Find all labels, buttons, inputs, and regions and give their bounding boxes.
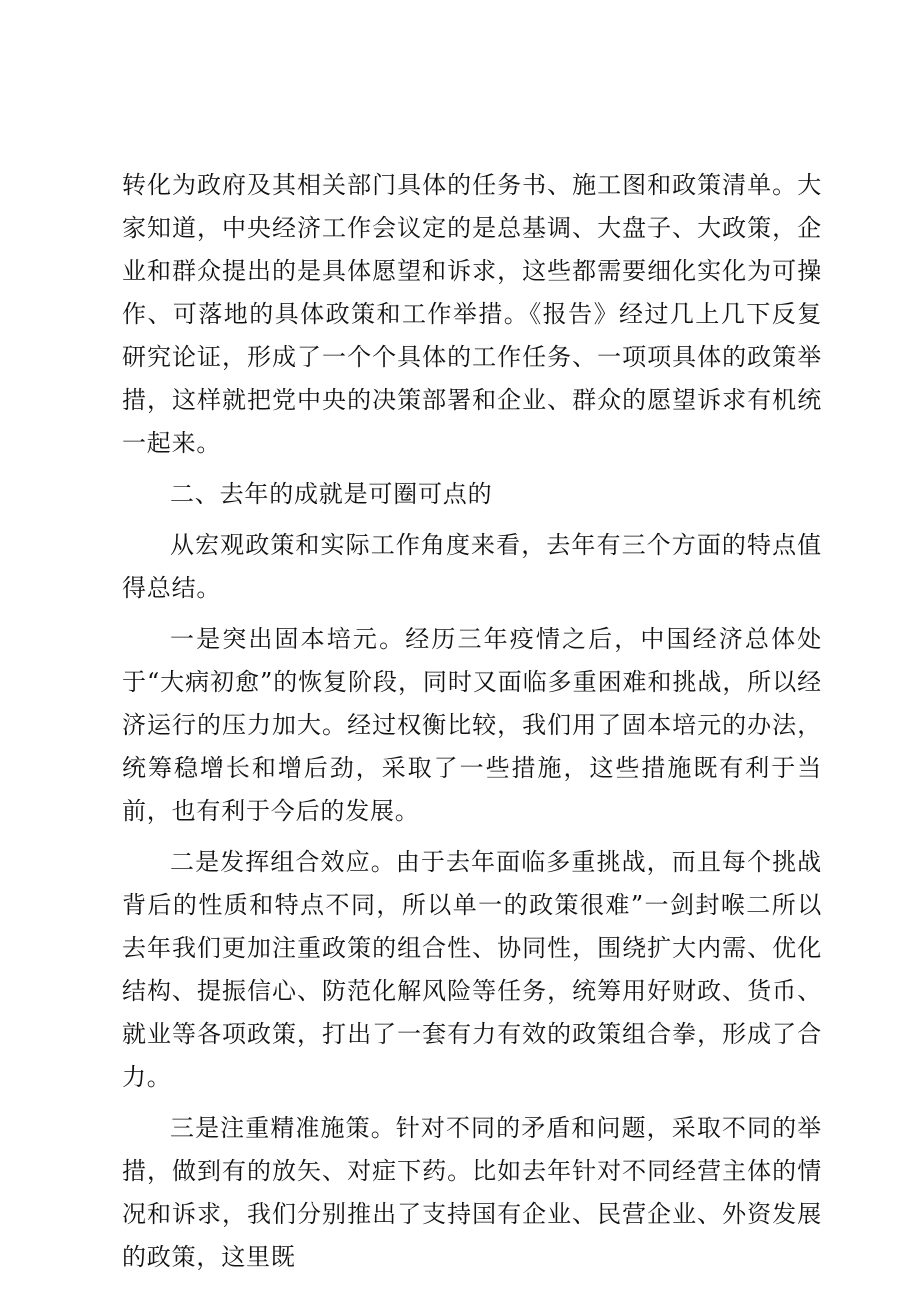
paragraph-point-one: 一是突出固本培元。经历三年疫情之后，中国经济总体处于“大病初愈”的恢复阶段，同时又面临多重困难和挑战，所以经济运行的压力加大。经过权衡比较，我们用了固本培元的办法，统筹稳增长和增后劲，采取了一些措施，这些措施既有利于当前，也有利于今后的发展。 [122,625,822,825]
paragraph-point-three: 三是注重精准施策。针对不同的矛盾和问题，采取不同的举措，做到有的放矢、对症下药。比如去年针对不同经营主体的情况和诉求，我们分别推出了支持国有企业、民营企业、外资发展的政策，这里既 [122,1114,822,1271]
document-body [122,164,822,1287]
paragraph-intro: 从宏观政策和实际工作角度来看，去年有三个方面的特点值得总结。 [122,531,822,602]
paragraph-point-two: 二是发挥组合效应。由于去年面临多重挑战，而且每个挑战背后的性质和特点不同，所以单一的政策很难”一剑封喉二所以去年我们更加注重政策的组合性、协同性，围绕扩大内需、优化结构、提振信心、防范化解风险等任务，统筹用好财政、货币、就业等各项政策，打出了一套有力有效的政策组合拳，形成了合力。 [122,848,822,1091]
paragraph-continuation: 转化为政府及其相关部门具体的任务书、施工图和政策清单。大家知道，中央经济工作会议定的是总基调、大盘子、大政策，企业和群众提出的是具体愿望和诉求，这些都需要细化实化为可操作、可落地的具体政策和工作举措。《报告》经过几上几下反复研究论证，形成了一个个具体的工作任务、一项项具体的政策举措，这样就把党中央的决策部署和企业、群众的愿望诉求有机统一起来。 [122,171,822,457]
section-heading: 二、去年的成就是可圈可点的 [170,480,493,508]
